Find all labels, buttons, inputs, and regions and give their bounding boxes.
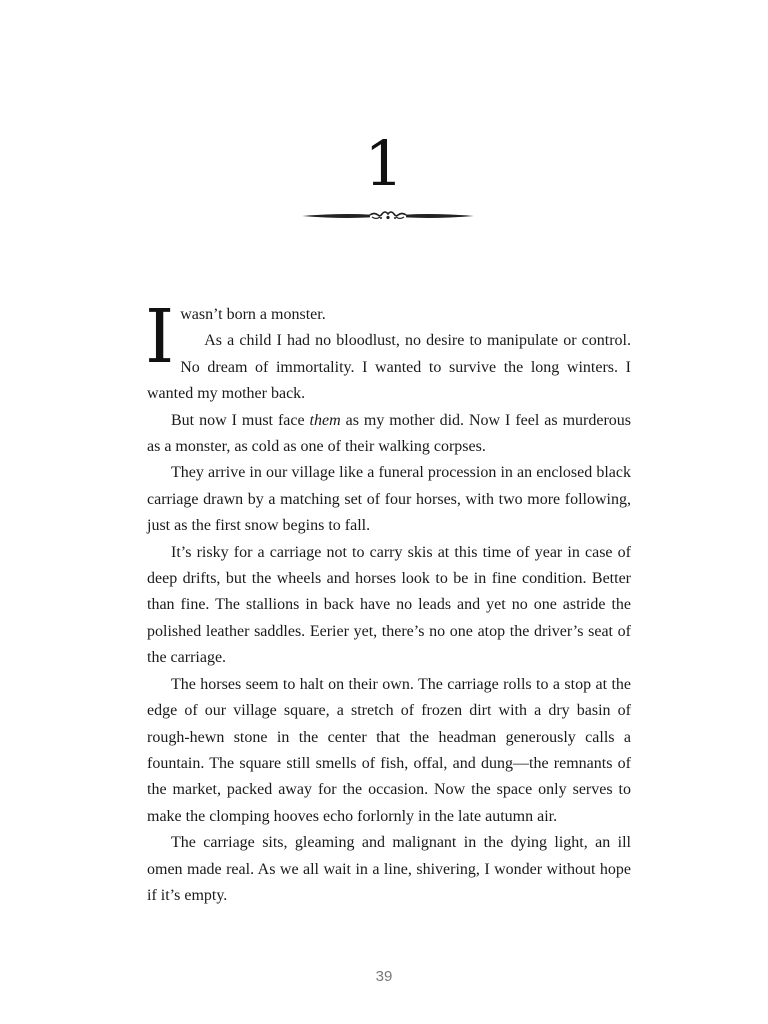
paragraph-7: The carriage sits, gleaming and malignant in the dying light, an ill omen made real. As we all wait in a line, shivering, I wonder without hope if it’s empty. bbox=[147, 834, 631, 904]
chapter-number: 1 bbox=[364, 127, 404, 200]
flourish-divider-icon bbox=[300, 207, 476, 225]
drop-cap: I bbox=[145, 294, 175, 380]
paragraph-3-after: as my mother did. Now I feel as murderous as a monster, as cold as one of their walking corpses. bbox=[147, 411, 631, 456]
paragraph-3-before: But now I must face bbox=[171, 411, 310, 429]
emphasis-them: them bbox=[309, 411, 341, 429]
paragraph-4: They arrive in our village like a funeral procession in an enclosed black carriage drawn by a matching set of four horses, with two more following, just as the first snow begins to fall. bbox=[147, 464, 631, 535]
page-number: 39 bbox=[375, 968, 393, 985]
paragraph-2: As a child I had no bloodlust, no desire to manipulate or control. No dream of immortality. I wanted to survive the long winters. I wanted my mother back. bbox=[147, 332, 631, 403]
paragraph-6: The horses seem to halt on their own. The carriage rolls to a stop at the edge of our village square, a stretch of frozen dirt with a dry basin of rough-hewn stone in the center that the headman generously calls a fountain. The square still smells of fish, offal, and dung—the remnants of the market, packed away for the occasion. Now the space only serves to make the clomping hooves echo forlornly in the late autumn air. bbox=[147, 675, 631, 825]
paragraph-1-text: wasn’t born a monster. bbox=[180, 306, 326, 323]
chapter-body bbox=[145, 294, 631, 909]
paragraph-5: It’s risky for a carriage not to carry skis at this time of year in case of deep drifts, but the wheels and horses look to be in fine condition. Better than fine. The stallions in back have no leads and yet no one astride the polished leather saddles. Eerier yet, there’s no one atop the driver’s seat of the carriage. bbox=[147, 543, 631, 667]
paragraph-3 bbox=[147, 408, 631, 461]
